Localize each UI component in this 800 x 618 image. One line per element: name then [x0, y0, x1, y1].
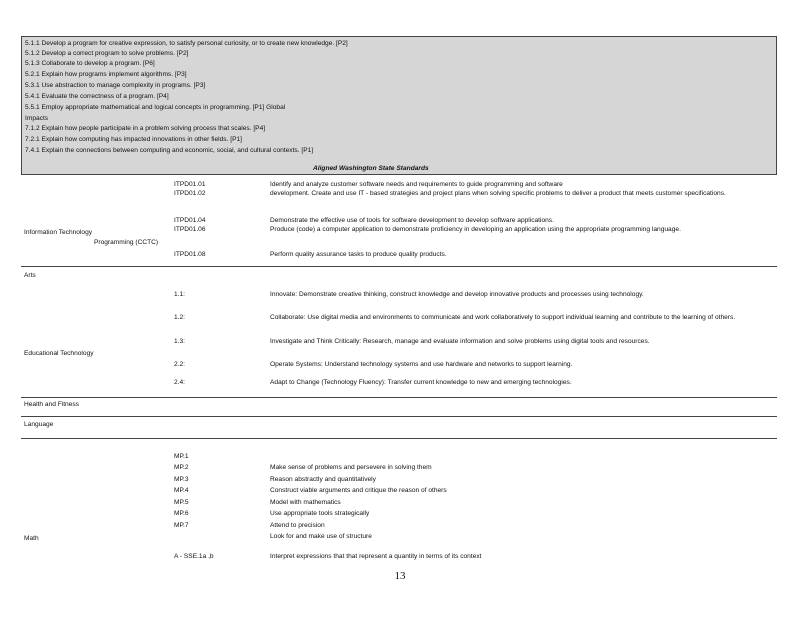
standard-description: Make sense of problems and persevere in solving them	[270, 464, 432, 471]
standard-code: ITPD01.06	[174, 226, 206, 233]
subject-label: Math	[24, 535, 39, 542]
subject-sub-label: Programming (CCTC)	[94, 239, 159, 246]
standard-code: MP.7	[174, 522, 189, 529]
standard-code: ITPD01.02	[174, 190, 206, 197]
standard-code: MP.6	[174, 510, 189, 517]
row-divider	[21, 438, 777, 439]
standard-code: MP.2	[174, 464, 189, 471]
standard-description: Investigate and Think Critically: Research, manage and evaluate information and solve problems using digital tools and resources.	[270, 338, 650, 345]
standard-description: Innovate: Demonstrate creative thinking, construct knowledge and develop innovative products and processes using technology.	[270, 291, 644, 298]
standard-description: Produce (code) a computer application to demonstrate proficiency in developing an application using the appropriate programming language.	[270, 226, 681, 233]
standard-line: 7.1.2 Explain how people participate in a problem solving process that scales. [P4]	[25, 125, 266, 132]
standard-code: MP.1	[174, 453, 189, 460]
subject-label: Educational Technology	[24, 350, 94, 357]
standard-description: Perform quality assurance tasks to produce quality products.	[270, 251, 447, 258]
standard-description: Identify and analyze customer software needs and requirements to guide programming and software	[270, 181, 563, 188]
standard-description: development. Create and use IT - based strategies and project plans when solving specific problems to deliver a product that meets customer specifications.	[270, 190, 726, 197]
standard-code: MP.3	[174, 476, 189, 483]
row-divider	[21, 397, 777, 398]
standard-description: Interpret expressions that that represent a quantity in terms of its context	[270, 553, 482, 560]
standard-line: 5.5.1 Employ appropriate mathematical and logical concepts in programming. [P1] Global	[25, 104, 286, 111]
standard-description: Adapt to Change (Technology Fluency): Transfer current knowledge to new and emerging technologies.	[270, 379, 572, 386]
standard-code: ITPD01.04	[174, 217, 206, 224]
standard-description: Reason abstractly and quantitatively	[270, 476, 376, 483]
standard-description: Operate Systems: Understand technology systems and use hardware and networks to support learning.	[270, 361, 573, 368]
standard-code: 2.4:	[174, 379, 185, 386]
standard-line: 5.2.1 Explain how programs implement algorithms. [P3]	[25, 71, 187, 78]
standard-code: ITPD01.08	[174, 251, 206, 258]
standard-description: Model with mathematics	[270, 499, 341, 506]
standard-code: 1.2:	[174, 314, 185, 321]
standard-line: 5.1.3 Collaborate to develop a program. [P6]	[25, 60, 155, 67]
standard-line: 7.2.1 Explain how computing has impacted innovations in other fields. [P1]	[25, 136, 242, 143]
standard-code: MP.4	[174, 487, 189, 494]
standard-line: 7.4.1 Explain the connections between computing and economic, social, and cultural contexts. [P1]	[25, 147, 314, 154]
standard-code: A - SSE.1a ,b	[174, 553, 214, 560]
standard-description: Collaborate: Use digital media and environments to communicate and work collaboratively to support individual learning and contribute to the learning of others.	[270, 314, 736, 321]
standard-line: 5.1.1 Develop a program for creative expression, to satisfy personal curiosity, or to create new knowledge. [P2]	[25, 40, 348, 47]
standard-code: ITPD01.01	[174, 181, 206, 188]
standard-code: 1.1:	[174, 291, 185, 298]
standard-description: Use appropriate tools strategically	[270, 510, 370, 517]
standard-description: Demonstrate the effective use of tools for software development to develop software applications.	[270, 217, 554, 224]
page-number: 13	[394, 570, 406, 582]
standard-code: 1.3:	[174, 338, 185, 345]
standard-line: 5.3.1 Use abstraction to manage complexity in programs. [P3]	[25, 82, 206, 89]
standards-block	[21, 36, 777, 175]
standard-line: Impacts	[25, 115, 49, 122]
subject-label: Arts	[24, 272, 36, 279]
row-divider	[21, 416, 777, 417]
standard-code: MP.5	[174, 499, 189, 506]
subject-label: Health and Fitness	[24, 401, 79, 408]
standard-description: Look for and make use of structure	[270, 533, 372, 540]
subject-label: Language	[24, 421, 54, 428]
standard-description: Construct viable arguments and critique the reason of others	[270, 487, 447, 494]
subject-label: Information Technology	[24, 229, 93, 236]
row-divider	[21, 266, 777, 267]
standard-description: Attend to precision	[270, 522, 325, 529]
standard-line: 5.4.1 Evaluate the correctness of a program. [P4]	[25, 93, 169, 100]
table-caption: Aligned Washington State Standards	[313, 165, 429, 172]
standard-line: 5.1.2 Develop a correct program to solve problems. [P2]	[25, 50, 189, 57]
standard-code: 2.2:	[174, 361, 185, 368]
